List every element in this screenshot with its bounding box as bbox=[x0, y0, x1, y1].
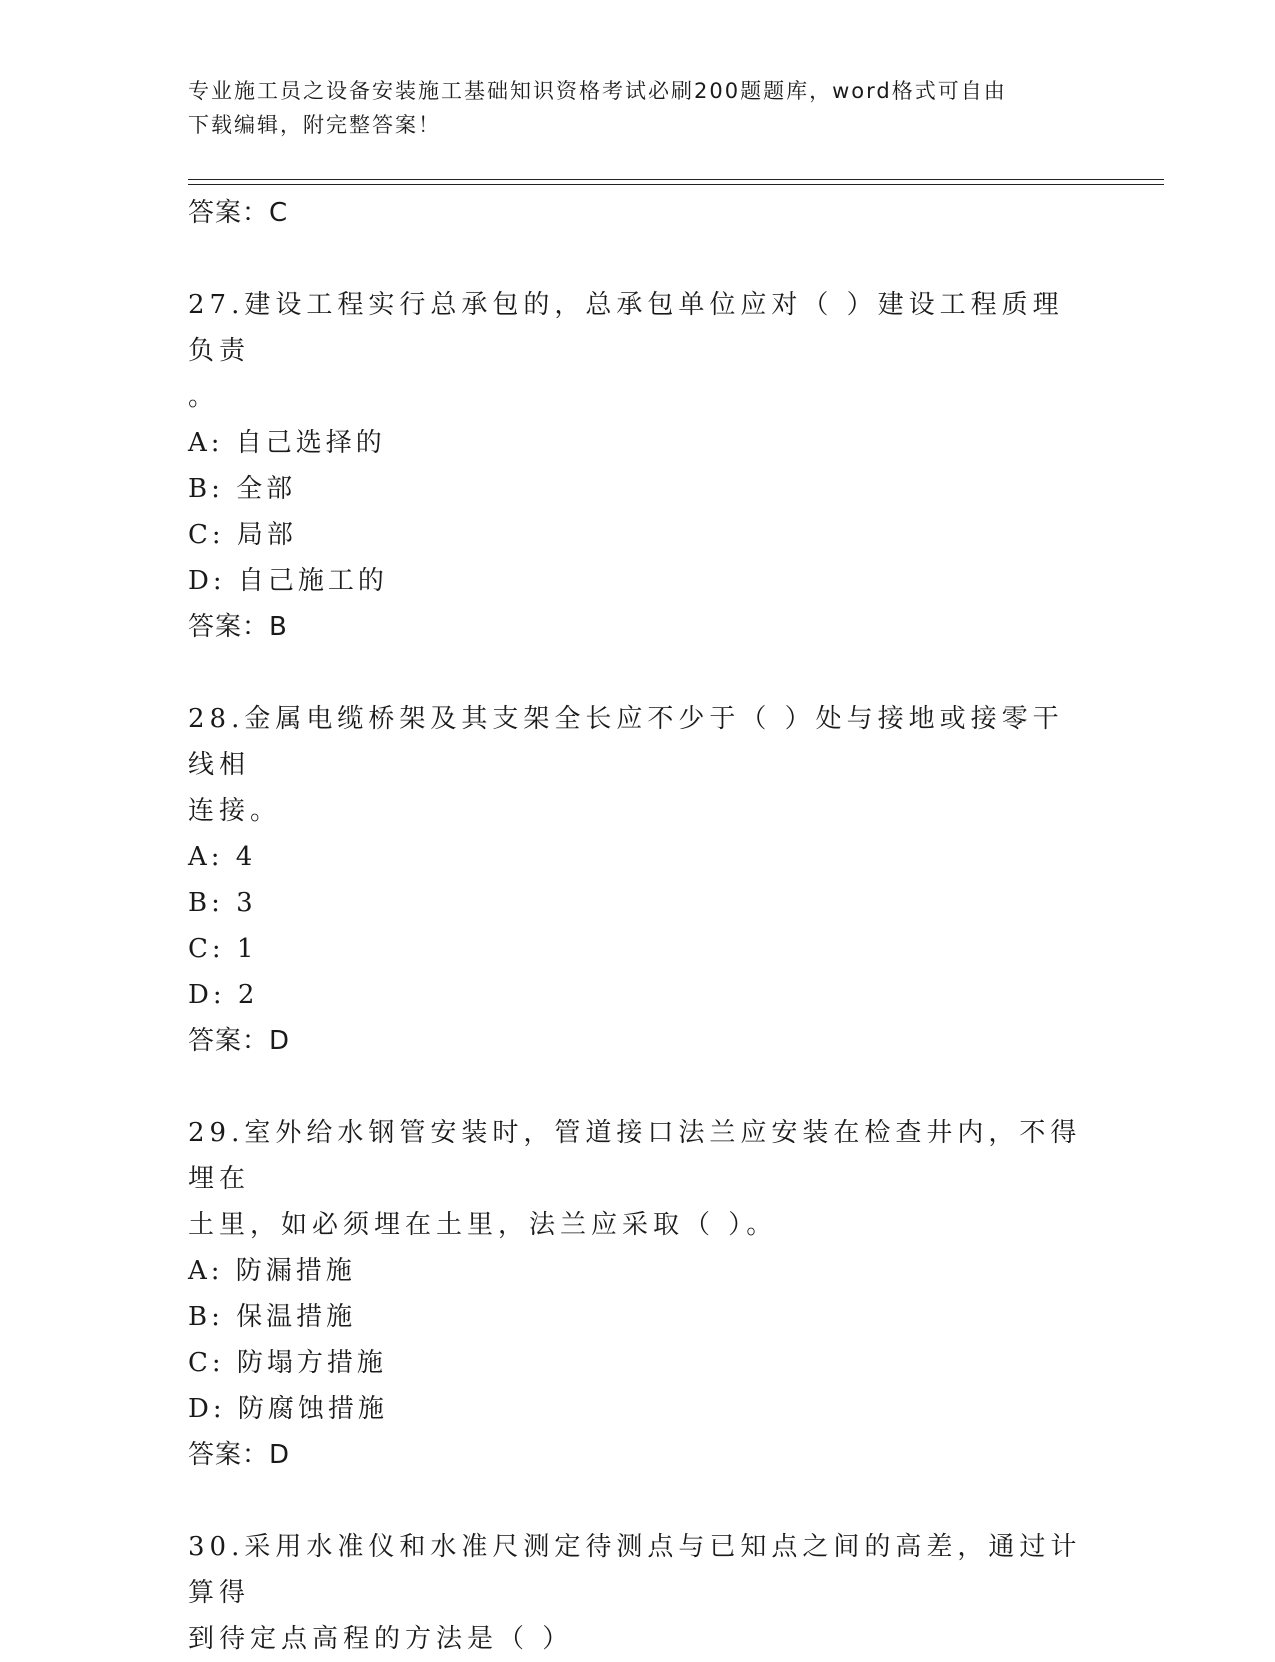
header-divider-top bbox=[188, 179, 1164, 180]
answer-line: 答案：C bbox=[188, 198, 289, 228]
option-c: C: 1 bbox=[188, 934, 258, 964]
option-c: C: 防塌方措施 bbox=[188, 1348, 387, 1378]
option-d: D: 防腐蚀措施 bbox=[188, 1394, 388, 1424]
question-list bbox=[188, 190, 1088, 1662]
option-a: A: 4 bbox=[188, 842, 257, 872]
option-a: A: 防漏措施 bbox=[188, 1256, 356, 1286]
question-stem: 29.室外给水钢管安装时，管道接口法兰应安装在检查井内，不得埋在 土里，如必须埋在土里，法兰应采取（ ）。 bbox=[188, 1118, 1082, 1240]
answer-line: 答案：D bbox=[188, 1026, 291, 1056]
option-d: D: 自己施工的 bbox=[188, 566, 388, 596]
question-30 bbox=[188, 1524, 1088, 1662]
option-b: B: 全部 bbox=[188, 474, 297, 504]
question-stem: 27.建设工程实行总承包的，总承包单位应对（ ）建设工程质理负责 。 bbox=[188, 290, 1064, 412]
option-b: B: 保温措施 bbox=[188, 1302, 357, 1332]
document-header: 专业施工员之设备安装施工基础知识资格考试必刷200题题库，word格式可自由 下载编辑，附完整答案！ bbox=[188, 79, 1007, 137]
option-c: C: 局部 bbox=[188, 520, 297, 550]
question-stem: 28.金属电缆桥架及其支架全长应不少于（ ）处与接地或接零干线相 连接。 bbox=[188, 704, 1064, 826]
answer-line: 答案：D bbox=[188, 1440, 291, 1470]
option-b: B: 3 bbox=[188, 888, 257, 918]
question-stem: 30.采用水准仪和水准尺测定待测点与已知点之间的高差，通过计算得 到待定点高程的方法是（ ） bbox=[188, 1532, 1082, 1654]
header-divider-bottom bbox=[188, 184, 1164, 185]
question-27 bbox=[188, 282, 1088, 650]
option-d: D: 2 bbox=[188, 980, 259, 1010]
option-a: A: 自己选择的 bbox=[188, 428, 386, 458]
question-28 bbox=[188, 696, 1088, 1064]
answer-line: 答案：B bbox=[188, 612, 288, 642]
question-29 bbox=[188, 1110, 1088, 1478]
